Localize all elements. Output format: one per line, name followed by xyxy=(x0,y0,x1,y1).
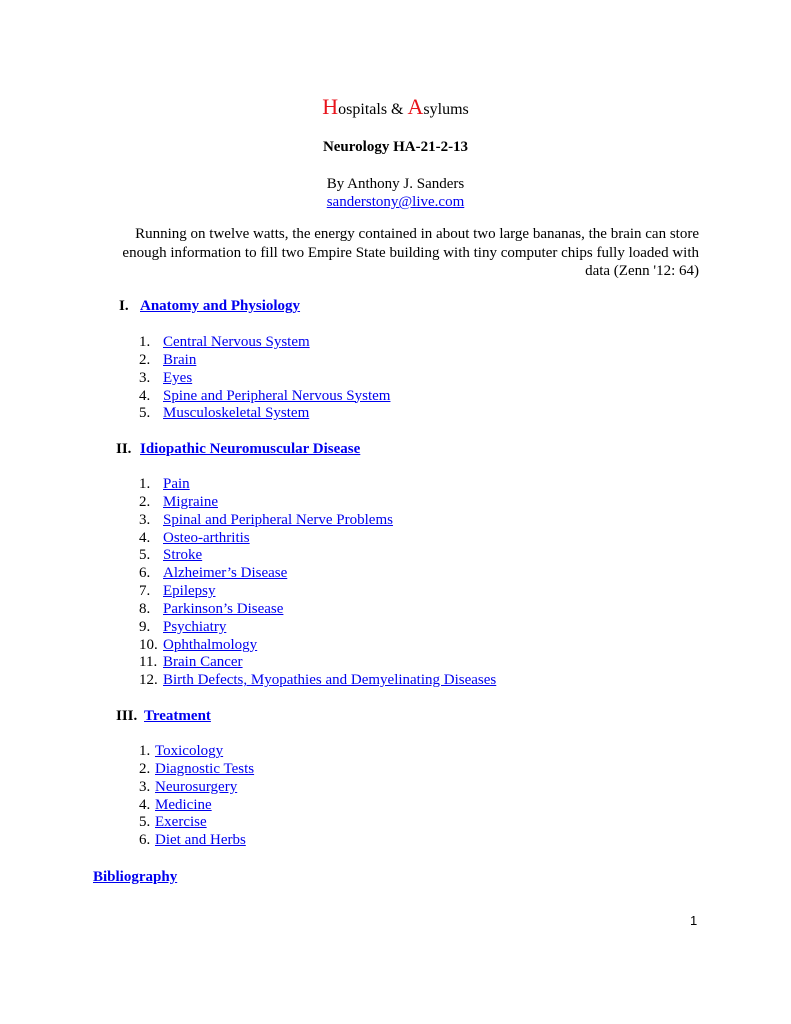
topic-link[interactable]: Epilepsy xyxy=(163,583,216,600)
section-numeral: III. xyxy=(116,708,138,724)
topic-link[interactable]: Eyes xyxy=(163,369,193,386)
bibliography-heading xyxy=(93,869,177,886)
list-item xyxy=(139,388,390,406)
section-numeral: II. xyxy=(116,441,132,457)
item-number: 11. xyxy=(139,654,158,671)
item-number: 2. xyxy=(139,760,151,777)
list-item xyxy=(139,512,496,530)
intro-line-3: data (Zenn '12: 64) xyxy=(585,263,699,279)
list-item xyxy=(139,779,254,797)
section-heading xyxy=(119,298,300,315)
topic-link[interactable]: Alzheimer’s Disease xyxy=(163,565,288,582)
item-number: 1. xyxy=(139,476,151,492)
topic-link[interactable]: Toxicology xyxy=(155,743,224,759)
item-number: 2. xyxy=(139,351,151,368)
item-number: 6. xyxy=(139,565,151,582)
topic-link[interactable]: Pain xyxy=(163,476,190,492)
topic-link[interactable]: Diet and Herbs xyxy=(155,832,246,849)
list-item xyxy=(139,547,496,565)
item-number: 4. xyxy=(139,796,151,813)
topic-link[interactable]: Ophthalmology xyxy=(163,636,258,653)
topic-link[interactable]: Migraine xyxy=(163,493,218,510)
item-number: 5. xyxy=(139,814,151,831)
list-item xyxy=(139,352,390,370)
topic-link[interactable]: Osteo-arthritis xyxy=(163,529,250,546)
list-item xyxy=(139,565,496,583)
topic-link[interactable]: Diagnostic Tests xyxy=(155,760,255,777)
anatomy-list xyxy=(139,334,390,423)
list-item xyxy=(139,797,254,815)
item-number: 3. xyxy=(139,778,151,795)
list-item xyxy=(139,743,254,761)
bibliography-link[interactable]: Bibliography xyxy=(93,869,178,885)
item-number: 10. xyxy=(139,636,158,653)
intro-line-1: Running on twelve watts, the energy contained in about two large bananas, the brain can store xyxy=(135,226,699,242)
list-item xyxy=(139,494,496,512)
list-item xyxy=(139,761,254,779)
list-item xyxy=(139,334,390,352)
topic-link[interactable]: Musculoskeletal System xyxy=(163,405,310,422)
section-numeral: I. xyxy=(119,298,129,314)
byline-block xyxy=(0,175,791,211)
list-item xyxy=(139,601,496,619)
page-title xyxy=(0,94,791,120)
author-byline: By Anthony J. Sanders xyxy=(326,176,465,192)
topic-link[interactable]: Psychiatry xyxy=(163,618,227,635)
item-number: 5. xyxy=(139,547,151,564)
item-number: 12. xyxy=(139,672,158,689)
topic-link[interactable]: Spinal and Peripheral Nerve Problems xyxy=(163,511,393,528)
section-heading xyxy=(116,708,211,725)
item-number: 8. xyxy=(139,600,151,617)
item-number: 4. xyxy=(139,387,151,404)
section-link-treatment[interactable]: Treatment xyxy=(144,708,211,724)
section-link-idiopathic[interactable]: Idiopathic Neuromuscular Disease xyxy=(140,441,361,457)
title-rest-1: ospitals & xyxy=(338,101,408,118)
topic-link[interactable]: Neurosurgery xyxy=(155,778,238,795)
item-number: 9. xyxy=(139,618,151,635)
document-subtitle: Neurology HA-21-2-13 xyxy=(322,139,469,155)
topic-link[interactable]: Brain Cancer xyxy=(163,654,243,671)
disease-list xyxy=(139,476,496,690)
page-number: 1 xyxy=(690,913,698,928)
title-cap-h: H xyxy=(322,94,339,119)
intro-paragraph xyxy=(96,225,699,281)
section-heading xyxy=(116,441,360,458)
topic-link[interactable]: Medicine xyxy=(155,796,212,813)
list-item xyxy=(139,370,390,388)
topic-link[interactable]: Exercise xyxy=(155,814,207,831)
topic-link[interactable]: Brain xyxy=(163,351,197,368)
list-item xyxy=(139,672,496,690)
item-number: 1. xyxy=(139,743,151,759)
title-cap-a: A xyxy=(407,94,424,119)
item-number: 3. xyxy=(139,369,151,386)
item-number: 3. xyxy=(139,511,151,528)
topic-link[interactable]: Birth Defects, Myopathies and Demyelinating Diseases xyxy=(163,672,497,689)
list-item xyxy=(139,530,496,548)
list-item xyxy=(139,654,496,672)
item-number: 7. xyxy=(139,583,151,600)
item-number: 6. xyxy=(139,832,151,849)
topic-link[interactable]: Central Nervous System xyxy=(163,334,310,350)
list-item xyxy=(139,814,254,832)
topic-link[interactable]: Spine and Peripheral Nervous System xyxy=(163,387,391,404)
author-email-link[interactable]: sanderstony@live.com xyxy=(326,194,465,210)
topic-link[interactable]: Parkinson’s Disease xyxy=(163,600,284,617)
list-item xyxy=(139,619,496,637)
item-number: 2. xyxy=(139,493,151,510)
intro-line-2: enough information to fill two Empire State building with tiny computer chips fully loaded with xyxy=(122,244,699,261)
list-item xyxy=(139,476,496,494)
title-rest-2: sylums xyxy=(423,101,469,118)
treatment-list xyxy=(139,743,254,850)
item-number: 5. xyxy=(139,405,151,422)
list-item xyxy=(139,637,496,655)
list-item xyxy=(139,405,390,423)
topic-link[interactable]: Stroke xyxy=(163,547,203,564)
list-item xyxy=(139,583,496,601)
list-item xyxy=(139,832,254,850)
section-link-anatomy[interactable]: Anatomy and Physiology xyxy=(140,298,301,314)
item-number: 1. xyxy=(139,334,151,350)
item-number: 4. xyxy=(139,529,151,546)
